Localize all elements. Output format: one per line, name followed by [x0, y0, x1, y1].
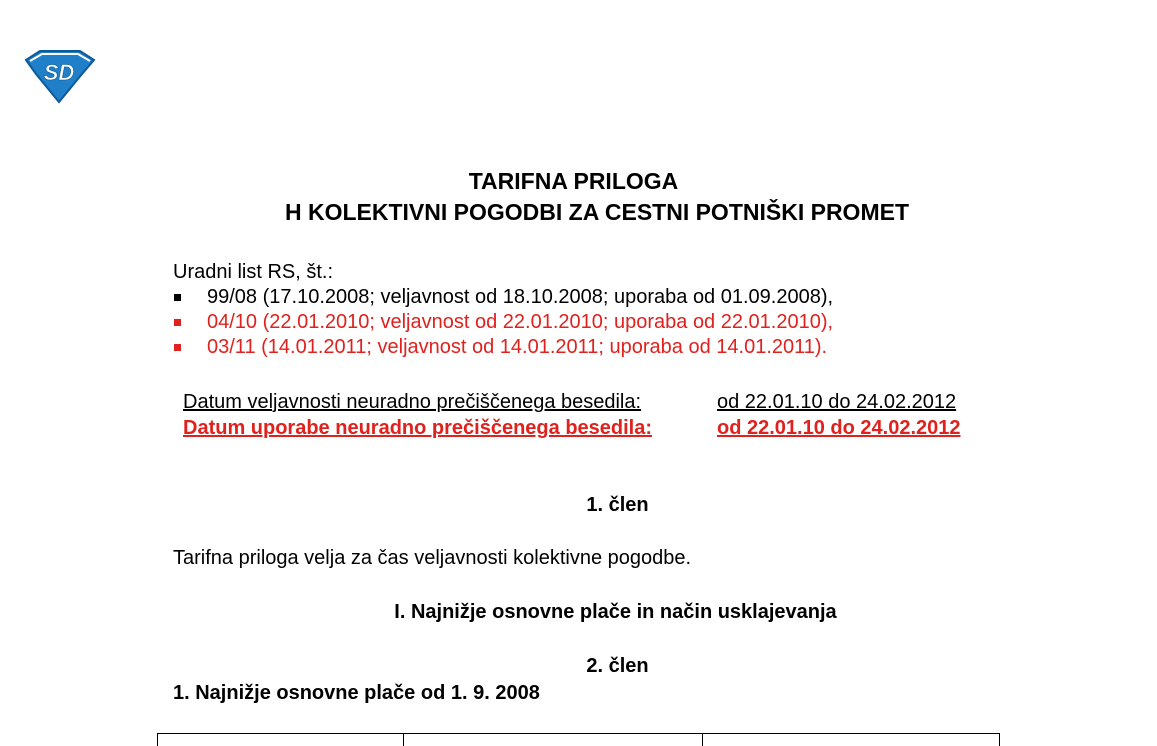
title-line-1: TARIFNA PRILOGA: [468, 168, 679, 194]
article-1-heading: 1. člen: [586, 494, 649, 516]
validity-date-label: Datum veljavnosti neuradno prečiščenega besedila:: [183, 391, 642, 413]
validity-date-value: od 22.01.10 do 24.02.2012: [717, 391, 957, 413]
article-2-heading: 2. člen: [586, 655, 649, 677]
gazette-item: [173, 310, 833, 335]
gazette-item: [173, 335, 833, 360]
gazette-list: [173, 285, 833, 360]
gazette-references: [173, 260, 833, 360]
title-line-2: H KOLEKTIVNI POGODBI ZA CESTNI POTNIŠKI PROMET: [284, 199, 909, 225]
bullet-icon: [174, 319, 181, 326]
bullet-icon: [174, 294, 181, 301]
table-column-border: [403, 734, 404, 746]
use-date-value: od 22.01.10 do 24.02.2012: [717, 417, 961, 439]
table-column-border: [157, 734, 158, 746]
logo-text: SD: [43, 60, 75, 85]
consolidated-text-dates: [183, 389, 961, 441]
sd-logo: [22, 50, 96, 104]
gazette-item-text: 04/10 (22.01.2010; veljavnost od 22.01.2010; uporaba od 22.01.2010),: [207, 311, 834, 333]
use-date-label: Datum uporabe neuradno prečiščenega besedila:: [183, 417, 653, 439]
gazette-item-text: 03/11 (14.01.2011; veljavnost od 14.01.2011; uporaba od 14.01.2011).: [207, 336, 828, 358]
table-column-border: [702, 734, 703, 746]
use-date-row: [183, 415, 961, 441]
validity-date-row: [183, 389, 961, 415]
gazette-item-text: 99/08 (17.10.2008; veljavnost od 18.10.2008; uporaba od 01.09.2008),: [207, 286, 834, 308]
gazette-heading: Uradni list RS, št.:: [173, 261, 334, 283]
document-title: [0, 166, 1157, 228]
article-1-text: Tarifna priloga velja za čas veljavnosti kolektivne pogodbe.: [173, 547, 692, 569]
article-2-subheading: 1. Najnižje osnovne plače od 1. 9. 2008: [173, 682, 540, 704]
bullet-icon: [174, 344, 181, 351]
wage-table: [157, 733, 1000, 746]
section-1-heading: I. Najnižje osnovne plače in način usklajevanja: [394, 601, 837, 623]
table-column-border: [999, 734, 1000, 746]
gazette-item: [173, 285, 833, 310]
